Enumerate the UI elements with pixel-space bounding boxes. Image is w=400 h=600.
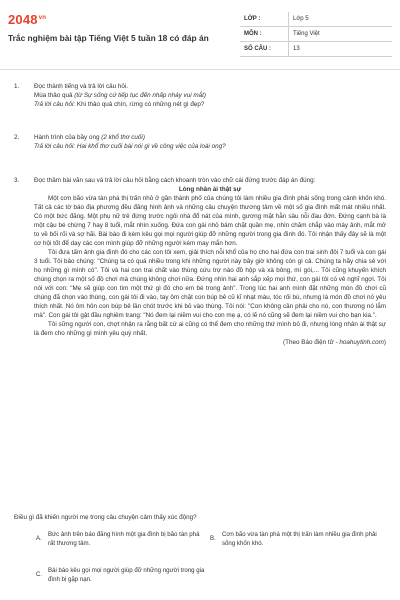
item-2-question: Trả lời câu hỏi: Hai khổ thơ cuối bài nói gì về công việc của loài ong? — [34, 143, 226, 150]
item-1 — [14, 82, 386, 109]
item-1-question: Trả lời câu hỏi: Khi thảo quả chín, rừng có những nét gì đẹp? — [34, 101, 205, 108]
answer-option-b[interactable] — [210, 530, 386, 548]
answer-label-b: B. — [210, 535, 216, 542]
answer-label-c: C. — [36, 571, 43, 578]
answer-text-b: Cơn bão vừa tàn phá một thị trấn làm nhiều gia đình phải sống khốn khó. — [222, 531, 377, 547]
answer-option-c[interactable] — [36, 566, 206, 584]
item-3-number: 3. — [14, 177, 20, 184]
story-title: Lòng nhân ái thật sự — [178, 186, 242, 193]
info-label-count: SỐ CÂU : — [240, 42, 289, 57]
info-row-subject — [240, 27, 392, 42]
info-value-subject: Tiếng Việt — [289, 27, 393, 42]
header-divider — [0, 69, 400, 70]
item-1-instruction: Đọc thành tiếng và trả lời câu hỏi. — [34, 83, 129, 90]
answer-option-a[interactable] — [36, 530, 206, 548]
info-label-class: LỚP : — [240, 12, 289, 27]
info-row-class — [240, 12, 392, 27]
info-row-count — [240, 42, 392, 57]
info-table — [240, 12, 392, 57]
item-2-reading: Hành trình của bầy ong (2 khổ thơ cuối) — [34, 134, 145, 141]
site-logo[interactable]: $2048^{vn}$ — [8, 12, 47, 27]
info-value-class: Lớp 5 — [289, 12, 393, 27]
info-label-subject: MÔN : — [240, 27, 289, 42]
item-1-reading: Mùa thảo quả (từ Sự sống cứ tiếp tục đến nhấp nháy vui mắt) — [34, 92, 206, 99]
question-text: Điều gì đã khiến người mẹ trong câu chuyện cảm thấy xúc động? — [14, 514, 197, 521]
item-3-instruction: Đọc thầm bài văn sau và trả lời câu hỏi bằng cách khoanh tròn vào chữ cái đứng trước đáp án đúng: — [34, 177, 316, 184]
story-paragraph: Một cơn bão vừa tàn phá thị trấn nhỏ ở gần thành phố của chúng tôi làm nhiều gia đình phải sống trong cảnh khốn khó. Tất cả các tờ báo địa phương đều đăng hình ảnh và những câu chuyện thương tâm về một số gia đình mất mát nhiều nhất. Có một bức đăng. Một phụ nữ trẻ đứng trước ngôi nhà đổ nát của mình, gương mặt hằn sâu nỗi đau đớn. Đứng cạnh bà là một cậu bé chừng 7 hay 8 tuổi, mắt nhìn xuống. Đứa con gái nhỏ bám chặt quần mẹ, nhìn chăm chắp vào máy ảnh, mắt mở to về bối rối và sợ hãi. Bài báo đi kèm kêu gọi mọi người giúp đỡ những người trong gia đình đó. Tôi nhận thấy đây sẽ là một cơ hội tốt để dạy các con mình giúp đỡ những người kém may mắn hơn. — [34, 195, 386, 247]
story-paragraph: Tôi đưa tấm ảnh gia đình đó cho các con tôi xem, giải thích nỗi khổ của họ cho hai đứa con trai sinh đôi 7 tuổi và con gái 3 tuổi. Tôi bảo chúng: "Chúng ta có quá nhiều trong khi những người này bây giờ không còn gì cả. Chúng ta hãy chia sẻ với họ những gì mình có". Tôi và hai con trai chất vào thùng cứu trợ nào đồ hộp và xà bông, mì gói,... Tôi cũng khuyến khích chúng chọn ra một số đồ chơi mà chúng không chơi nữa. Đứng nhìn hai anh sắp xếp mọi thứ, con gái tôi có vẻ nghĩ ngợi. Tôi nói với con: "Mẹ sẽ giúp con tìm một thứ gì đó cho em bé trong ảnh". Trong lúc hai anh mình đặt những món đồ chơi cũ chúng đã chọn vào thùng, con gái tôi đi vào, tay ôm chặt con búp bê cũ kĩ nhạt màu, tóc rối bù, nhưng là món đồ chơi nó yêu thích nhất. Nó ôm hôn con búp bê lần chót trước khi bỏ vào thùng. Tôi nói: "Con không cần phải cho nó, con thương nó lắm mà". Con gái tôi gật đầu nghiêm trang: "Nó đem lại niềm vui cho con mẹ ạ, có lẽ nó cũng sẽ đem lại niềm vui cho bạn kia.". — [34, 249, 386, 319]
info-value-count: 13 — [289, 42, 393, 57]
item-1-number: 1. — [14, 83, 20, 90]
page-title: Trắc nghiệm bài tập Tiếng Việt 5 tuần 18 có đáp án — [8, 33, 209, 43]
answer-label-a: A. — [36, 535, 42, 542]
answer-text-c: Bài báo kêu gọi mọi người giúp đỡ những người trong gia đình bị gặp nạn. — [48, 567, 205, 583]
item-2-number: 2. — [14, 134, 20, 141]
item-3 — [14, 176, 386, 347]
story-source: (Theo Báo điện tử - hoahuytinh.com) — [283, 339, 386, 346]
item-2 — [14, 133, 386, 151]
answer-text-a: Bức ảnh trên báo đăng hình một gia đình bị bão tàn phá rất thương tâm. — [48, 531, 200, 547]
story-paragraph: Tôi sững người con, chợt nhận ra rằng bất cứ ai cũng có thể đem cho những thứ mình bỏ đi, nhưng lòng nhân ái thật sự là đem cho những gì mình yêu quý nhất. — [34, 321, 386, 337]
